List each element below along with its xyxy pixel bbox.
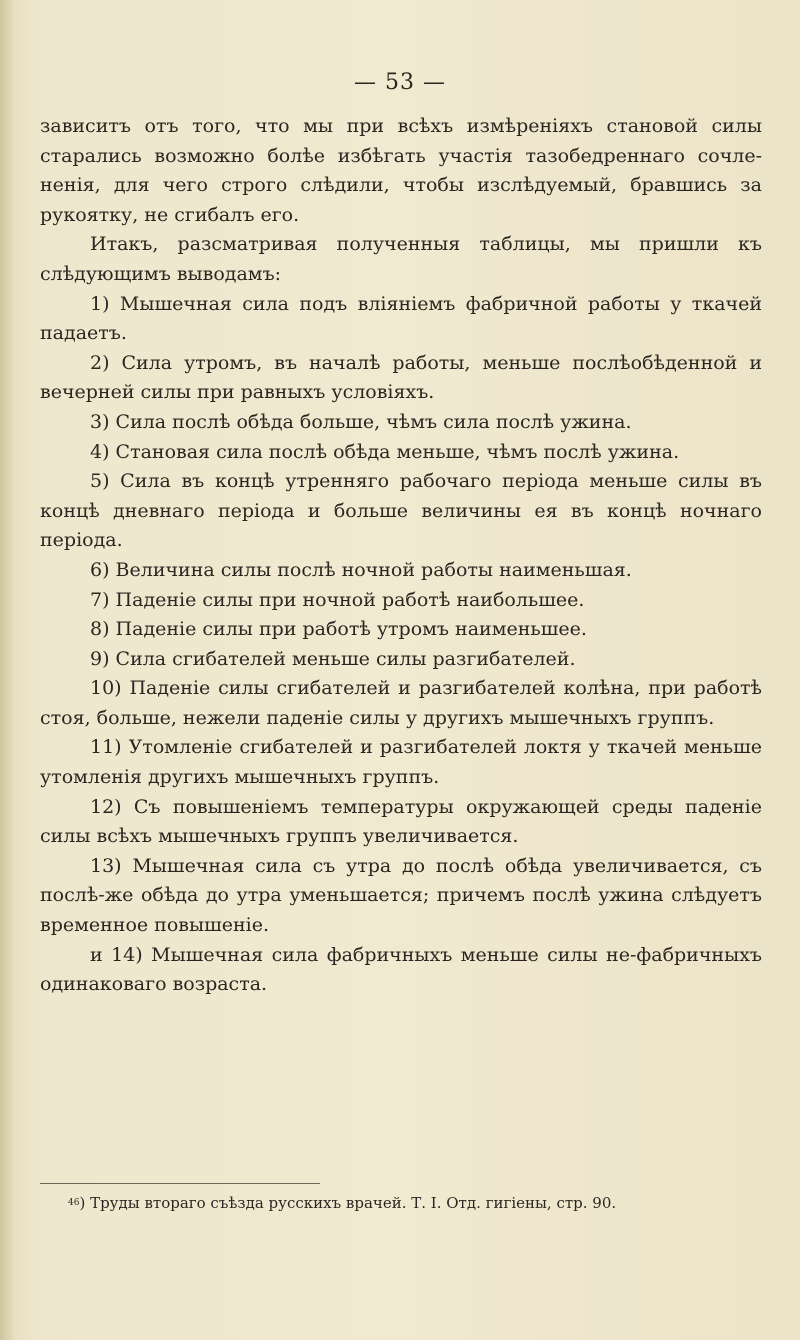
conclusion-11: 11) Утомленіе сгибателей и разгибателей локтя у ткачей меньше утомленія другихъ мышечныхъ группъ.	[40, 736, 762, 789]
footnote-divider	[40, 1183, 320, 1184]
footnote-text: ) Труды втораго съѣзда русскихъ врачей. Т. I. Отд. гигіены, стр. 90.	[79, 1194, 617, 1212]
conclusion-13: 13) Мышечная сила съ утра до послѣ обѣда увеличивается, съ послѣ-же обѣда до утра уменьшается; причемъ послѣ ужина слѣдуетъ временное повышеніе.	[40, 854, 762, 937]
footnote	[68, 1192, 768, 1214]
conclusion-9: 9) Сила сгибателей меньше силы разгибателей.	[90, 647, 576, 670]
paragraph-intro: Итакъ, разсматривая полученныя таблицы, мы пришли къ слѣдующимъ выводамъ:	[40, 233, 762, 285]
conclusion-14: и 14) Мышечная сила фабричныхъ меньше силы не-фабричныхъ одинаковаго возраста.	[40, 943, 762, 996]
conclusion-3: 3) Сила послѣ обѣда больше, чѣмъ сила послѣ ужина.	[90, 410, 632, 433]
page-number: — 53 —	[354, 70, 446, 95]
footnote-marker: 46	[68, 1198, 80, 1208]
conclusion-5: 5) Сила въ концѣ утренняго рабочаго періода меньше силы въ концѣ дневнаго періода и больше величины ея въ концѣ ночнаго періода.	[40, 470, 762, 552]
paragraph-continuation: зависитъ отъ того, что мы при всѣхъ измѣреніяхъ становой силы старались возможно болѣе избѣгать участія тазобедреннаго сочлененія, для чего строго слѣдили, чтобы изслѣдуемый, бравшись за рукоятку, не сгибалъ его.	[40, 115, 762, 226]
conclusion-7: 7) Паденіе силы при ночной работѣ наибольшее.	[90, 588, 585, 611]
body-text	[40, 112, 762, 1000]
conclusion-1: 1) Мышечная сила подъ вліяніемъ фабричной работы у ткачей падаетъ.	[40, 292, 762, 345]
conclusion-8: 8) Паденіе силы при работѣ утромъ наименьшее.	[90, 618, 587, 641]
conclusion-10: 10) Паденіе силы сгибателей и разгибателей колѣна, при работѣ стоя, больше, нежели паденіе силы у другихъ мышечныхъ группъ.	[40, 677, 762, 729]
conclusion-2: 2) Сила утромъ, въ началѣ работы, меньше послѣобѣденной и вечерней силы при равныхъ условіяхъ.	[40, 351, 762, 404]
binding-edge	[0, 0, 14, 1340]
conclusion-6: 6) Величина силы послѣ ночной работы наименьшая.	[90, 558, 632, 581]
conclusion-12: 12) Съ повышеніемъ температуры окружающей среды паденіе силы всѣхъ мышечныхъ группъ увеличивается.	[40, 795, 762, 848]
conclusion-4: 4) Становая сила послѣ обѣда меньше, чѣмъ послѣ ужина.	[90, 440, 680, 463]
